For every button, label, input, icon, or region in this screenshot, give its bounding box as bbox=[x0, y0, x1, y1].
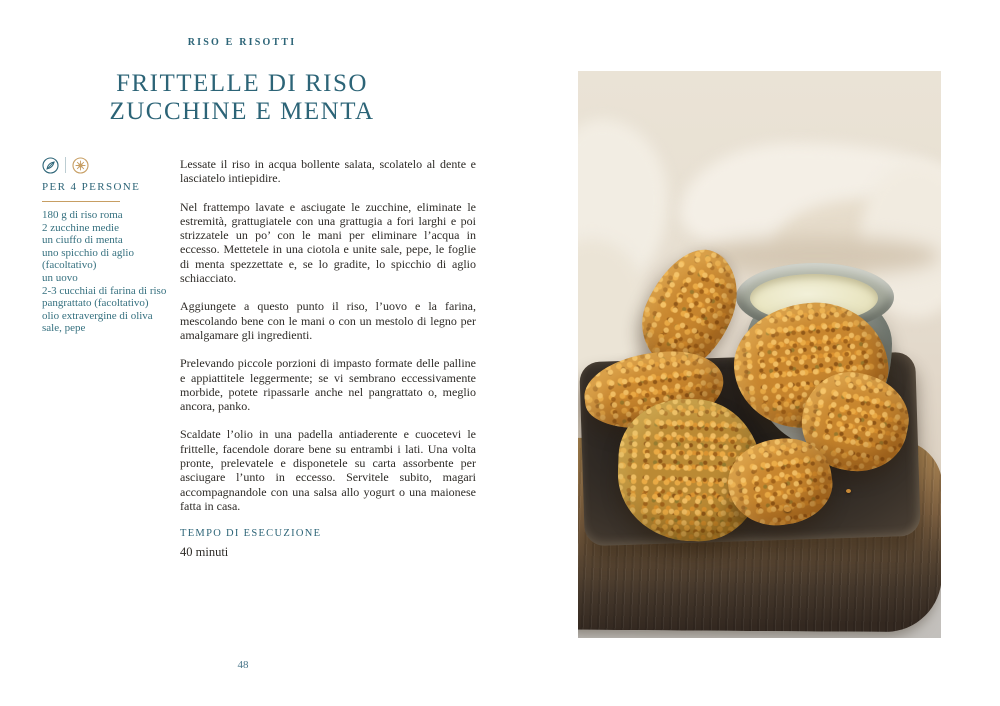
ingredient-line: un ciuffo di menta bbox=[42, 234, 123, 247]
recipe-paragraph: Scaldate l’olio in una padella antiaderente e cuocetevi le frittelle, facendole dorare bene su entrambi i lati. Una volta pronte, prelevatele e disponetele su carta assorbente per asciugare l’unto in eccesso. Servitele subito, magari accompagnandole con una salsa allo yogurt o una maionese fatta in casa. bbox=[180, 427, 476, 513]
recipe-paragraph: Prelevando piccole porzioni di impasto formate delle palline e appiattitele leggermente; se vi sembrano eccessivamente morbide, potete ripassarle anche nel pangrattato o, meglio ancora, panko. bbox=[180, 356, 476, 414]
recipe-title bbox=[66, 70, 418, 126]
ingredient-line: olio extravergine di oliva bbox=[42, 309, 153, 322]
instruction-paragraphs bbox=[180, 157, 476, 513]
ingredient-line: 2-3 cucchiai di farina di riso bbox=[42, 284, 167, 297]
recipe-paragraph: Nel frattempo lavate e asciugate le zucchine, eliminate le estremità, grattugiatele con una grattugia a fori larghi e poi strizzatele un po’ con le mani per eliminare l’acqua in eccesso. Mettetele in una ciotola e unite sale, pepe, le foglie di menta spezzettate e, se lo gradite, lo spicchio di aglio schiacciato. bbox=[180, 199, 476, 286]
page-number: 48 bbox=[237, 659, 249, 671]
ingredients-sidebar bbox=[42, 156, 172, 335]
recipe-title-line2: ZUCCHINE E MENTA bbox=[109, 98, 375, 125]
chapter-label: RISO E RISOTTI bbox=[187, 37, 297, 48]
time-value: 40 minuti bbox=[180, 544, 229, 559]
ingredient-line: (facoltativo) bbox=[42, 259, 97, 272]
time-label: TEMPO DI ESECUZIONE bbox=[180, 528, 322, 540]
crumb bbox=[846, 489, 851, 493]
ingredient-line: sale, pepe bbox=[42, 322, 86, 335]
icon-divider bbox=[65, 157, 66, 173]
vegetarian-icon bbox=[42, 157, 59, 174]
ingredients-list bbox=[42, 209, 172, 335]
gluten-free-icon bbox=[72, 157, 89, 174]
recipe-title-line1: FRITTELLE DI RISO bbox=[116, 70, 368, 97]
ingredient-line: 180 g di riso roma bbox=[42, 209, 123, 221]
diet-icons bbox=[42, 156, 172, 174]
ingredient-line: pangrattato (facoltativo) bbox=[42, 297, 149, 310]
sidebar-divider bbox=[42, 201, 120, 202]
recipe-instructions bbox=[180, 157, 476, 559]
crumb bbox=[784, 507, 791, 512]
ingredient-line: un uovo bbox=[42, 271, 78, 284]
servings-label: PER 4 PERSONE bbox=[42, 181, 141, 193]
ingredient-line: uno spicchio di aglio bbox=[42, 246, 134, 259]
ingredient-line: 2 zucchine medie bbox=[42, 221, 119, 234]
recipe-photo bbox=[578, 71, 941, 638]
recipe-paragraph: Aggiungete a questo punto il riso, l’uovo e la farina, mescolando bene con le mani o con un mestolo di legno per amalgamare gli ingredienti. bbox=[180, 299, 476, 342]
recipe-paragraph: Lessate il riso in acqua bollente salata, scolatelo al dente e lasciatelo intiepidire. bbox=[180, 157, 476, 186]
